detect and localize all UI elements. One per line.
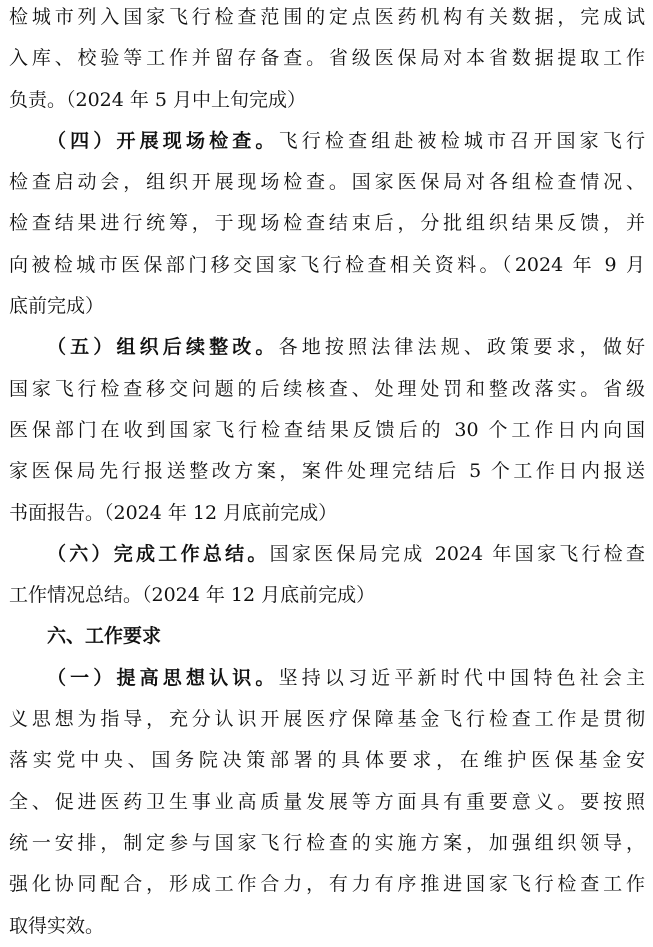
section-title-work-requirements bbox=[9, 616, 645, 657]
text-line: 强化协同配合，形成工作合力，有力有序推进国家飞行检查工作 bbox=[9, 873, 645, 896]
paragraph-heading: （一）提高思想认识。 bbox=[47, 666, 279, 689]
text-line bbox=[9, 327, 645, 368]
text-run: 坚持以习近平新时代中国特色社会主 bbox=[278, 666, 645, 689]
text-run: 飞行检查组赴被检城市召开国家飞行 bbox=[278, 129, 645, 152]
text-line: 取得实效。 bbox=[9, 914, 105, 937]
text-line bbox=[9, 534, 645, 575]
text-run: 各地按照法律法规、政策要求，做好 bbox=[278, 336, 645, 359]
text-line: 医保部门在收到国家飞行检查结果反馈后的 30 个工作日内向国 bbox=[9, 418, 645, 441]
paragraph-heading: （五）组织后续整改。 bbox=[47, 336, 279, 359]
section-title: 六、工作要求 bbox=[47, 625, 162, 648]
paragraph-work-summary bbox=[9, 534, 645, 617]
text-line: 书面报告。（2024 年 12 月底前完成） bbox=[9, 501, 338, 524]
text-line: 负责。（2024 年 5 月中上旬完成） bbox=[9, 88, 307, 111]
text-line: 入库、校验等工作并留存备查。省级医保局对本省数据提取工作 bbox=[9, 47, 645, 70]
text-line bbox=[9, 121, 645, 162]
text-line: 检查启动会，组织开展现场检查。国家医保局对各组检查情况、 bbox=[9, 171, 645, 194]
text-line: 工作情况总结。（2024 年 12 月底前完成） bbox=[9, 584, 376, 607]
paragraph-data-extraction bbox=[9, 0, 645, 121]
paragraph-heading: （六）完成工作总结。 bbox=[47, 542, 270, 565]
text-line: 向被检城市医保部门移交国家飞行检查相关资料。（2024 年 9 月 bbox=[9, 253, 645, 276]
text-line: 检城市列入国家飞行检查范围的定点医药机构有关数据，完成试 bbox=[9, 6, 645, 28]
paragraph-heading: （四）开展现场检查。 bbox=[47, 129, 279, 152]
text-line: 落实党中央、国务院决策部署的具体要求，在维护医保基金安 bbox=[9, 749, 645, 772]
text-line bbox=[9, 658, 645, 699]
paragraph-onsite-inspection bbox=[9, 121, 645, 327]
text-line: 国家飞行检查移交问题的后续核查、处理处罚和整改落实。省级 bbox=[9, 377, 645, 400]
text-line: 检查结果进行统筹，于现场检查结束后，分批组织结果反馈，并 bbox=[9, 212, 645, 235]
text-line: 底前完成） bbox=[9, 295, 105, 318]
text-line: 全、促进医药卫生事业高质量发展等方面具有重要意义。要按照 bbox=[9, 790, 645, 813]
paragraph-raise-awareness bbox=[9, 658, 645, 947]
text-run: 国家医保局完成 2024 年国家飞行检查 bbox=[269, 542, 645, 565]
text-line: 统一安排，制定参与国家飞行检查的实施方案，加强组织领导， bbox=[9, 831, 645, 854]
paragraph-rectification bbox=[9, 327, 645, 533]
text-line: 义思想为指导，充分认识开展医疗保障基金飞行检查工作是贯彻 bbox=[9, 708, 645, 731]
text-line: 家医保局先行报送整改方案，案件处理完结后 5 个工作日内报送 bbox=[9, 460, 645, 483]
